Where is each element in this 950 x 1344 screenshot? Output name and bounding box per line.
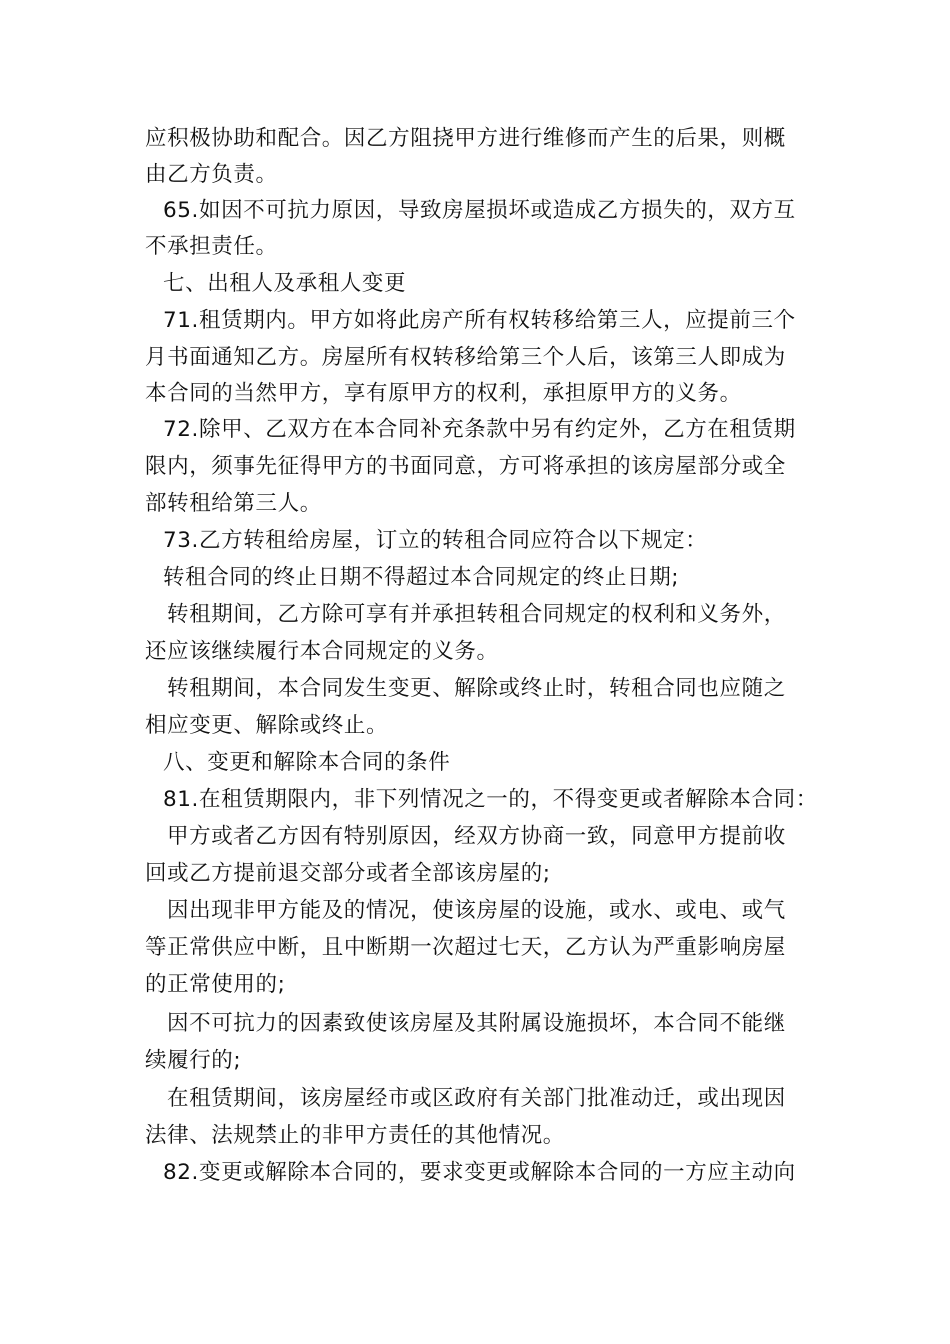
text-line: 由乙方负责。 [145,162,278,187]
text-line: 转租合同的终止日期不得超过本合同规定的终止日期; [163,565,680,590]
text-line: 应积极协助和配合。因乙方阻挠甲方进行维修而产生的后果，则概 [145,126,786,151]
text-line: 月书面通知乙方。房屋所有权转移给第三个人后，该第三人即成为 [145,345,786,370]
section-heading: 七、出租人及承租人变更 [163,271,407,296]
text-line: 82.变更或解除本合同的，要求变更或解除本合同的一方应主动向 [163,1160,796,1185]
text-line: 等正常供应中断，且中断期一次超过七天，乙方认为严重影响房屋 [145,935,786,960]
text-line: 转租期间，乙方除可享有并承担转租合同规定的权利和义务外， [167,602,786,627]
text-line: 因不可抗力的因素致使该房屋及其附属设施损坏，本合同不能继 [167,1011,786,1036]
text-line: 本合同的当然甲方，享有原甲方的权利，承担原甲方的义务。 [145,381,742,406]
text-line: 在租赁期间，该房屋经市或区政府有关部门批准动迁，或出现因 [167,1086,786,1111]
text-line: 部转租给第三人。 [145,491,322,516]
text-line: 续履行的; [145,1048,242,1073]
section-heading: 八、变更和解除本合同的条件 [163,750,451,775]
text-line: 81.在租赁期限内，非下列情况之一的，不得变更或者解除本合同： [163,787,818,812]
text-line: 73.乙方转租给房屋，订立的转租合同应符合以下规定： [163,528,708,553]
text-line: 相应变更、解除或终止。 [145,713,389,738]
text-line: 限内，须事先征得甲方的书面同意，方可将承担的该房屋部分或全 [145,454,786,479]
text-line: 甲方或者乙方因有特别原因，经双方协商一致，同意甲方提前收 [167,824,786,849]
text-line: 72.除甲、乙双方在本合同补充条款中另有约定外，乙方在租赁期 [163,417,796,442]
text-line: 转租期间，本合同发生变更、解除或终止时，转租合同也应随之 [167,676,786,701]
text-line: 不承担责任。 [145,234,278,259]
text-line: 还应该继续履行本合同规定的义务。 [145,639,499,664]
text-line: 71.租赁期内。甲方如将此房产所有权转移给第三人，应提前三个 [163,308,796,333]
text-line: 回或乙方提前退交部分或者全部该房屋的; [145,861,551,886]
text-line: 因出现非甲方能及的情况，使该房屋的设施，或水、或电、或气 [167,898,786,923]
text-line: 的正常使用的; [145,972,286,997]
text-line: 65.如因不可抗力原因，导致房屋损坏或造成乙方损失的，双方互 [163,198,796,223]
text-line: 法律、法规禁止的非甲方责任的其他情况。 [145,1123,565,1148]
